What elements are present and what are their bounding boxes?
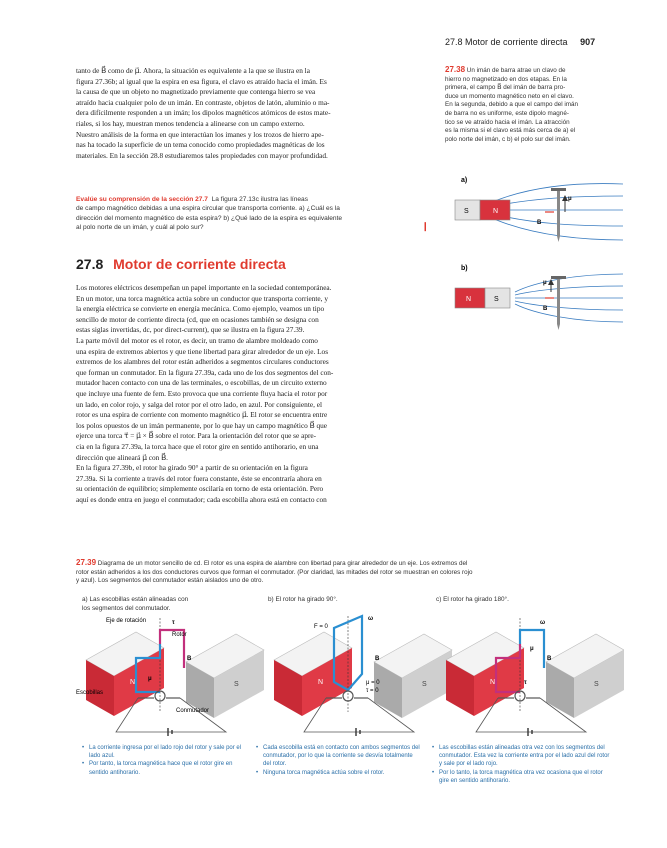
commutator bbox=[343, 691, 353, 701]
mu-label: μ bbox=[530, 646, 534, 652]
check-title: Evalúe su comprensión de la sección 27.7 bbox=[76, 196, 208, 203]
caption-line: rotor están adheridos a los dos conductores curvos que forman el conmutador. (Por claridad, las mitades del rotor se muestran en colores rojo bbox=[76, 568, 473, 576]
mu-label: μ bbox=[568, 196, 572, 202]
end-mark: ❙ bbox=[421, 221, 429, 231]
axis-label: Eje de rotación bbox=[106, 618, 147, 624]
commutator-label: Conmutador bbox=[176, 708, 210, 714]
B-label: B bbox=[375, 656, 380, 662]
fig38-a-label: a) bbox=[461, 177, 468, 184]
text-line: los polos opuestos de un imán permanente, por lo que hay un campo magnético B⃗ que bbox=[76, 420, 328, 430]
caption-line: es la misma si el clavo está más cerca de a) el bbox=[445, 127, 576, 135]
check-line: dirección del momento magnético de esta espira? b) ¿Qué lado de la espira es equivalente bbox=[76, 214, 343, 222]
pole-label-N: N bbox=[130, 679, 136, 686]
text-line: su orientación de equilibrio; simplemente oscilaría en torno de esta orientación. Pero bbox=[76, 484, 324, 494]
tau-label: τ bbox=[524, 680, 527, 686]
body-top bbox=[76, 66, 429, 161]
text-line: estas siglas invertidas, dc, por direct-current), que se ilustra en la figura 27.39. bbox=[76, 325, 305, 335]
B-label: B bbox=[547, 656, 552, 662]
panel-a-bullets bbox=[82, 744, 242, 777]
nail-a bbox=[551, 188, 566, 242]
figure-27-38 bbox=[445, 172, 625, 352]
text-line: La parte móvil del motor es el rotor, es decir, un tramo de alambre moldeado como bbox=[76, 335, 318, 345]
text-line: un lado, en color rojo, y salga del rotor por el otro lado, en azul. Por consiguiente, el bbox=[76, 399, 322, 409]
caption-line: En la segunda, debido a que el campo del imán bbox=[445, 101, 579, 109]
check-line: al polo norte de un imán, y cuál al polo sur? bbox=[76, 223, 204, 231]
bullet-item: • Por tanto, la torca magnética hace que el rotor gire en sentido antihorario. bbox=[82, 760, 242, 776]
text-line: la causa de que un objeto no magnetizado previamente que contenga hierro se vea bbox=[76, 87, 316, 97]
omega-label: ω bbox=[368, 616, 374, 622]
pole-label: S bbox=[464, 208, 469, 215]
text-line: Los motores eléctricos desempeñan un papel importante en la sociedad contemporánea. bbox=[76, 283, 332, 292]
mu-label: μ bbox=[543, 280, 547, 286]
text-line: En la figura 27.39b, el rotor ha girado 90° a partir de su orientación en la figura bbox=[76, 463, 308, 473]
text-line: figura 27.36b; al igual que la espira en esa figura, el clavo es atraído hacia el imán. Es bbox=[76, 76, 327, 86]
text-line: materiales. En la sección 28.8 estudiaremos tales propiedades con mayor profundidad. bbox=[76, 150, 328, 160]
text-line: tanto de B⃗ como de μ⃗. Ahora, la situación es equivalente a la que se ilustra en la bbox=[76, 66, 310, 75]
check-line: de campo magnético debidas a una espira circular que transporta corriente. a) ¿Cuál es la bbox=[76, 205, 340, 213]
caption-line: y azul). Los segmentos del conmutador están aislados uno de otro. bbox=[76, 577, 264, 585]
text-line: ejerce una torca τ⃗ = μ⃗ × B⃗ sobre el rotor. Para la orientación del rotor que se apre- bbox=[76, 431, 317, 441]
pole-label-S: S bbox=[234, 681, 239, 688]
text-line: aquí es donde entra en juego el conmutador; cada escobilla ahora está en contacto con bbox=[76, 494, 327, 504]
B-label: B bbox=[537, 220, 542, 226]
mu-zero-label: μ = 0 bbox=[366, 680, 380, 686]
pole-label: N bbox=[466, 296, 472, 303]
omega-label: ω bbox=[540, 620, 546, 626]
panel-title-line: a) Las escobillas están alineadas con bbox=[82, 596, 189, 603]
caption-line: de barra no es uniforme, este dipolo magné- bbox=[445, 109, 569, 117]
text-line: mutador hacen contacto con una de las terminales, o escobillas, de un circuito externo bbox=[76, 378, 327, 388]
mu-label: μ bbox=[148, 676, 152, 682]
motor-panel-a bbox=[76, 618, 264, 736]
text-line: que incluye una fuente de fem. Esto provoca que una corriente fluya hacia el rotor por bbox=[76, 388, 328, 398]
pole-label-N: N bbox=[490, 679, 496, 686]
header-section: 27.8 Motor de corriente directa bbox=[445, 37, 568, 47]
panel-title-line: b) El rotor ha girado 90°. bbox=[268, 596, 338, 603]
panel-b-title bbox=[268, 596, 428, 605]
caption-line: polo norte del imán, c b) el polo sur del imán. bbox=[445, 135, 571, 143]
text-line: atraído hacia cualquier polo de un imán. En contraste, objetos de latón, aluminio o ma- bbox=[76, 97, 330, 107]
section-number: 27.8 bbox=[76, 256, 104, 272]
motor-panel-b bbox=[274, 616, 452, 736]
pole-label: S bbox=[494, 296, 499, 303]
fig38-b-label: b) bbox=[461, 265, 468, 272]
tau-zero-label: τ = 0 bbox=[366, 688, 379, 694]
text-line: cia en la figura 27.39a, la torca hace que el rotor gire en sentido antihorario, en una bbox=[76, 441, 319, 451]
caption-line: primera, el campo B⃗ del imán de barra pro- bbox=[445, 84, 566, 92]
bullet-item: • Las escobillas están alineadas otra vez con los segmentos del conmutador. Esta vez la corriente entra por el lado azul del rotor y sale por el lado rojo. bbox=[432, 744, 614, 769]
text-line: una espira de extremos abiertos y que tiene libertad para girar alrededor de un eje. Los bbox=[76, 346, 329, 356]
text-line: riales, si los hay, muestran menos tendencia a alinearse con un campo externo. bbox=[76, 118, 305, 128]
text-line: que forman un conmutador. En la figura 27.39a, cada uno de los dos segmentos del con- bbox=[76, 367, 334, 377]
fig39-caption bbox=[76, 559, 624, 586]
force-zero-label: F = 0 bbox=[314, 624, 328, 630]
text-line: la energía eléctrica se convierte en energía mecánica. Como ejemplo, veamos un tipo bbox=[76, 304, 325, 314]
field-lines-b bbox=[515, 274, 623, 322]
tau-label: τ bbox=[172, 620, 175, 626]
panel-title-line: los segmentos del conmutador. bbox=[82, 604, 171, 612]
text-line: Nuestro análisis de la forma en que interactúan los imanes y los trozos de hierro ape- bbox=[76, 129, 324, 139]
text-line: sencillo de motor de corriente directa (cd, que en ocasiones también se designa con bbox=[76, 314, 319, 324]
check-understanding bbox=[76, 195, 429, 232]
text-line: nas ha tocado la superficie de un tema conocido como propiedades magnéticas de los bbox=[76, 140, 325, 150]
text-line: rotor es una espira de corriente con momento magnético μ⃗. El rotor se encuentra entre bbox=[76, 410, 328, 420]
section-heading bbox=[76, 256, 286, 272]
bullet-item: • Cada escobilla está en contacto con ambos segmentos del conmutador, por lo que la corriente se desvía totalmente del rotor. bbox=[256, 744, 422, 769]
rotor-label: Rotor bbox=[172, 632, 187, 638]
panel-a-title bbox=[82, 596, 252, 613]
brushes-label: Escobillas bbox=[76, 690, 104, 696]
B-label: B bbox=[543, 306, 548, 312]
text-line: 27.39a. Si la corriente a través del rotor fuera constante, éste se encontraría ahora en bbox=[76, 473, 322, 483]
motor-panel-c bbox=[446, 618, 624, 736]
bullet-item: • La corriente ingresa por el lado rojo del rotor y sale por el lado azul. bbox=[82, 744, 242, 760]
pole-label: N bbox=[493, 208, 499, 215]
caption-line: hierro no magnetizado en dos etapas. En la bbox=[445, 75, 567, 83]
body-main bbox=[76, 283, 429, 505]
text-line: dirección que alineará μ⃗ con B⃗. bbox=[76, 452, 168, 462]
text-line: extremos de los alambres del rotor están adheridos a segmentos circulares conductores bbox=[76, 357, 329, 367]
pole-label-S: S bbox=[422, 681, 427, 688]
pole-label-S: S bbox=[594, 681, 599, 688]
caption-line: tico se ve atraído hacia el imán. La atracción bbox=[445, 118, 570, 126]
side-caption bbox=[445, 66, 623, 144]
bullet-item: • Por lo tanto, la torca magnética otra vez ocasiona que el rotor gire en sentido antihorario. bbox=[432, 769, 614, 785]
pole-label-N: N bbox=[318, 679, 324, 686]
panel-b-bullets bbox=[256, 744, 422, 777]
caption-line: Diagrama de un motor sencillo de cd. El rotor es una espira de alambre con libertad para girar alrededor de un eje. Los extremos del bbox=[97, 560, 468, 567]
bullet-item: • Ninguna torca magnética actúa sobre el rotor. bbox=[256, 769, 422, 777]
page-number: 907 bbox=[580, 37, 596, 47]
panel-c-bullets bbox=[432, 744, 614, 785]
running-header bbox=[445, 37, 625, 47]
B-label: B bbox=[187, 656, 192, 662]
nail-b bbox=[551, 276, 566, 330]
caption-line: duce un momento magnético neto en el clavo. bbox=[445, 92, 574, 100]
figure-27-39 bbox=[76, 612, 624, 742]
panel-title-line: c) El rotor ha girado 180°. bbox=[436, 596, 509, 603]
text-line: dera difícilmente responden a un imán; los dipolos magnéticos atómicos de estos mate- bbox=[76, 108, 331, 118]
check-line: La figura 27.13c ilustra las líneas bbox=[211, 196, 309, 203]
panel-c-title bbox=[436, 596, 606, 605]
fig39-number: 27.39 bbox=[76, 558, 97, 567]
section-title: Motor de corriente directa bbox=[113, 256, 286, 272]
side-caption-number: 27.38 bbox=[445, 65, 466, 74]
caption-line: Un imán de barra atrae un clavo de bbox=[466, 67, 566, 74]
text-line: En un motor, una torca magnética actúa sobre un conductor que transporta corriente, y bbox=[76, 293, 328, 303]
